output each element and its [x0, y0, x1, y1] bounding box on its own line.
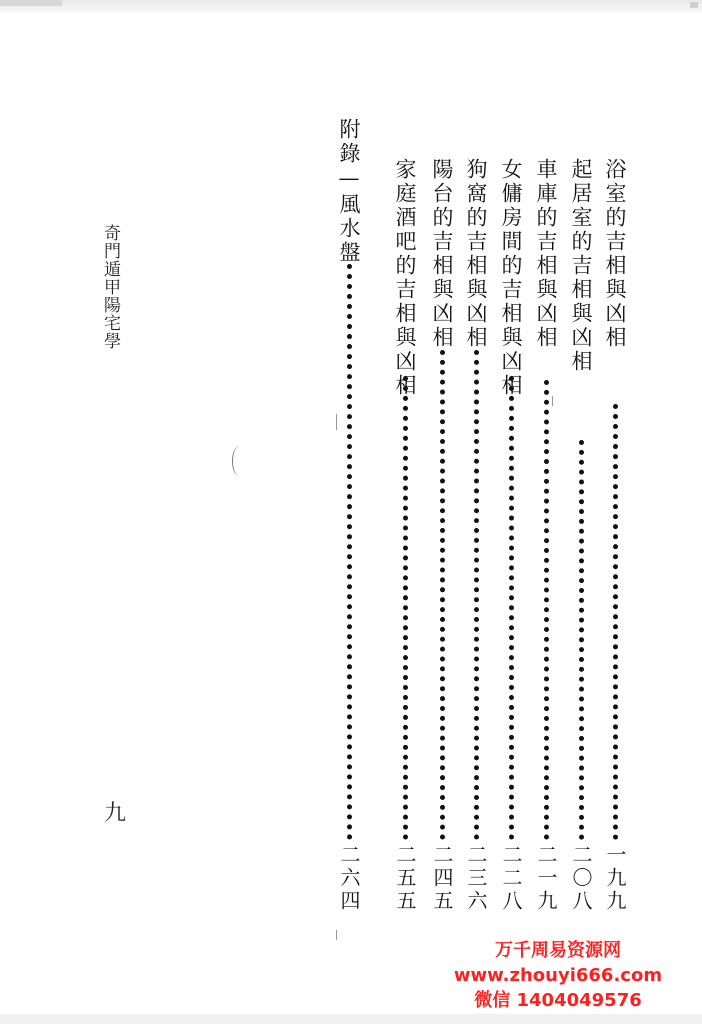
- top-border-mark: [690, 2, 698, 8]
- toc-entry-page: 二〇八: [569, 844, 593, 913]
- toc-leader-dots: [544, 380, 549, 840]
- toc-entry-page: 二五五: [393, 844, 417, 913]
- toc-entry-title: 浴室的吉相與凶相: [603, 158, 627, 350]
- stray-pen-mark: [232, 446, 247, 476]
- watermark-contact: 微信 1404049576: [474, 990, 642, 1011]
- top-border: [0, 0, 702, 12]
- toc-entry-page: 二一九: [534, 844, 558, 913]
- toc-leader-dots: [474, 350, 479, 840]
- watermark: [428, 938, 688, 1013]
- toc-entry-page: 二六四: [337, 844, 361, 913]
- toc-entry-page: 二二八: [499, 844, 523, 913]
- watermark-site-name: 万千周易资源网: [495, 940, 621, 961]
- toc-leader-dots: [579, 440, 584, 840]
- toc-entry-title: 起居室的吉相與凶相: [569, 158, 593, 374]
- watermark-url: www.zhouyi666.com: [453, 965, 663, 986]
- toc-entry-page: 二三六: [464, 844, 488, 913]
- toc-leader-dots: [440, 350, 445, 840]
- toc-entry-title: 家庭酒吧的吉相與凶相: [393, 158, 417, 398]
- toc-leader-dots: [613, 404, 618, 840]
- toc-entry-title: 狗窩的吉相與凶相: [464, 158, 488, 350]
- book-title: 奇門遁甲陽宅學: [100, 224, 120, 350]
- stray-tick: [336, 930, 337, 940]
- toc-leader-dots: [509, 376, 514, 840]
- top-border-tab: [0, 0, 62, 6]
- toc-leader-dots: [347, 264, 352, 840]
- toc-entry-page: 二四五: [430, 844, 454, 913]
- toc-entry-page: 一九九: [603, 844, 627, 913]
- toc-entry-title: 附錄—風水盤: [337, 118, 361, 265]
- bottom-border: [0, 1014, 702, 1024]
- toc-entry-title: 陽台的吉相與凶相: [430, 158, 454, 350]
- stray-tick: [552, 396, 553, 406]
- toc-entry-title: 車庫的吉相與凶相: [534, 158, 558, 350]
- stray-tick: [336, 414, 337, 430]
- page-number: 九: [104, 801, 127, 826]
- toc-entry-title: 女傭房間的吉相與凶相: [499, 158, 523, 398]
- toc-leader-dots: [403, 376, 408, 840]
